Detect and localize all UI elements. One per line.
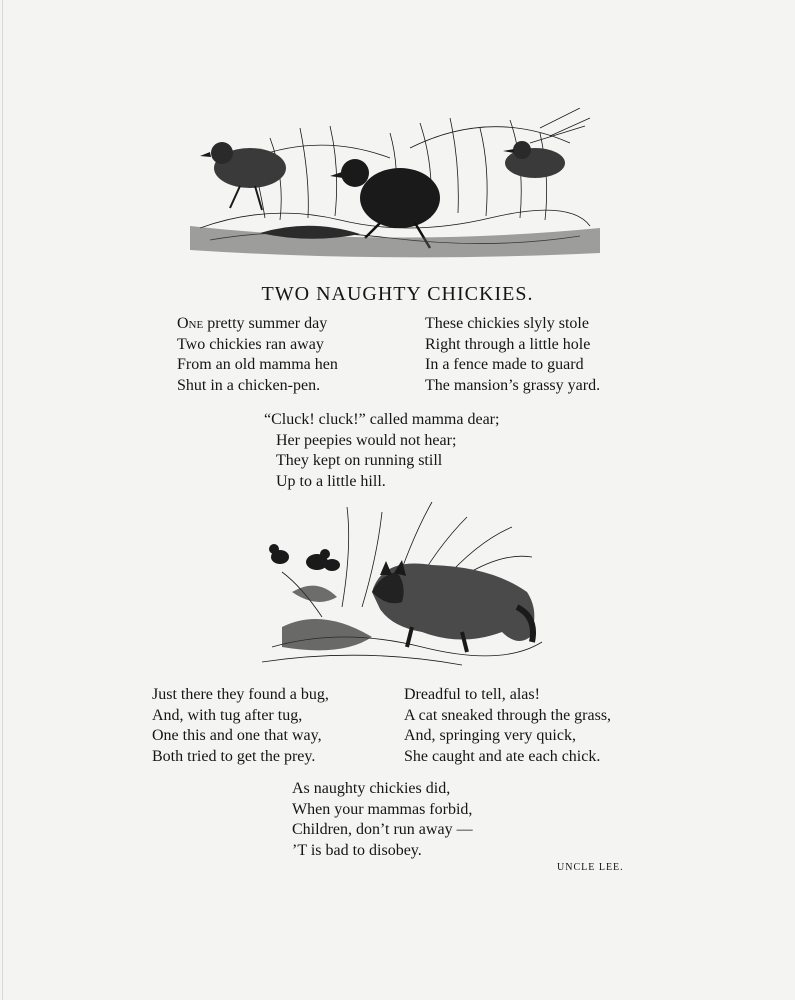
stanza-2-line-4: The mansion’s grassy yard. bbox=[425, 376, 601, 394]
stanza-5-line-4: She caught and ate each chick. bbox=[404, 747, 601, 765]
stanza-6-line-4: ’T is bad to disobey. bbox=[292, 841, 422, 859]
stanza-4-line-2: And, with tug after tug, bbox=[152, 706, 303, 724]
top-engraving-illustration bbox=[190, 108, 600, 263]
stanza-3-line-3: They kept on running still bbox=[276, 452, 443, 469]
stanza-4-line-4: Both tried to get the prey. bbox=[152, 747, 316, 765]
stanza-1-line-1 bbox=[177, 314, 338, 335]
stanza-1-line-4: Shut in a chicken-pen. bbox=[177, 376, 321, 394]
author-signature: UNCLE LEE. bbox=[557, 862, 624, 873]
stanza-3 bbox=[264, 410, 499, 492]
stanza-4 bbox=[152, 685, 329, 767]
stanza-2 bbox=[425, 314, 600, 396]
stanza-5-line-2: A cat sneaked through the grass, bbox=[404, 706, 612, 724]
poem-title: TWO NAUGHTY CHICKIES. bbox=[261, 283, 534, 305]
stanza-3-line-1: “Cluck! cluck!” called mamma dear; bbox=[264, 411, 500, 428]
stanza-2-line-3: In a fence made to guard bbox=[425, 356, 584, 373]
stanza-1 bbox=[177, 314, 338, 396]
stanza-4-line-1: Just there they found a bug, bbox=[152, 686, 329, 703]
stanza-1-line-3: From an old mamma hen bbox=[177, 356, 338, 373]
drop-word: One bbox=[177, 315, 204, 332]
stanza-5-line-1: Dreadful to tell, alas! bbox=[404, 686, 540, 703]
stanza-6-line-2: When your mammas forbid, bbox=[292, 800, 473, 818]
stanza-6-line-1: As naughty chickies did, bbox=[292, 780, 451, 797]
stanza-1-line-2: Two chickies ran away bbox=[177, 335, 324, 353]
stanza-5 bbox=[404, 685, 611, 767]
stanza-6-line-3: Children, don’t run away — bbox=[292, 821, 473, 838]
middle-engraving-illustration bbox=[262, 497, 547, 677]
stanza-4-line-3: One this and one that way, bbox=[152, 727, 322, 744]
stanza-3-line-2: Her peepies would not hear; bbox=[276, 431, 457, 449]
stanza-5-line-3: And, springing very quick, bbox=[404, 727, 576, 744]
stanza-6 bbox=[292, 779, 473, 861]
stanza-2-line-1: These chickies slyly stole bbox=[425, 315, 589, 332]
line-text: pretty summer day bbox=[203, 315, 328, 332]
page-edge bbox=[2, 0, 3, 1000]
stanza-2-line-2: Right through a little hole bbox=[425, 335, 591, 353]
stanza-3-line-4: Up to a little hill. bbox=[276, 472, 386, 490]
